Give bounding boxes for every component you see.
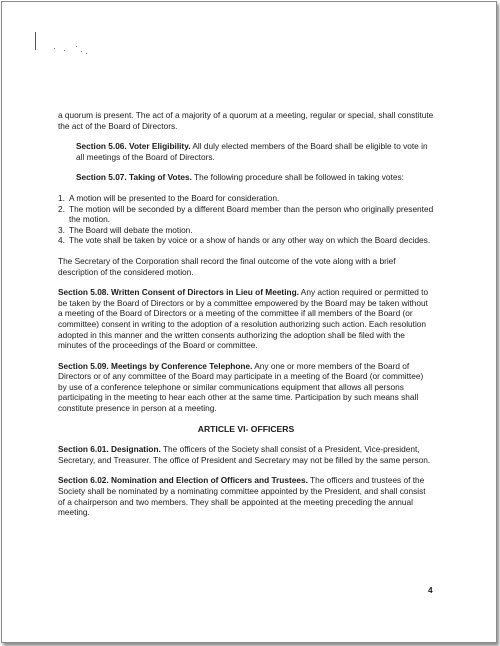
section-5-06-text: All duly elected members of the Board shall be eligible to vote in all meetings of the Board of Directors. xyxy=(76,141,428,162)
section-6-01-text: The officers of the Society shall consist of a President, Vice-president, Secretary, and Treasurer. The office of President and Secretary may not be filled by the same person. xyxy=(58,444,431,465)
section-6-02-heading: Section 6.02. Nomination and Election of Officers and Trustees. xyxy=(58,475,308,486)
section-6-01 xyxy=(58,444,434,465)
scan-specks xyxy=(54,44,104,56)
section-5-08 xyxy=(58,287,434,351)
section-5-06-heading: Section 5.06. Voter Eligibility. xyxy=(76,141,191,152)
list-item: 2. The motion will be seconded by a different Board member than the person who originally presented the motion. xyxy=(58,203,434,225)
secretary-paragraph: The Secretary of the Corporation shall record the final outcome of the vote along with a brief description of the considered motion. xyxy=(58,255,396,277)
section-5-09-text: Any one or more members of the Board of Directors or of any committee of the Board may participate in a meeting of the Board (or committee) by use of a conference telephone or similar communications equipment that allows all persons participating in the meeting to hear each other at the same time. Participation by such means shall constitute presence in person at a meeting. xyxy=(58,360,424,414)
document-page xyxy=(1,1,497,643)
section-5-08-text: Any action required or permitted to be taken by the Board of Directors or by a committee empowered by the Board may be taken without a meeting of the Board of Directors or a meeting of the committee if all members of the Board (or committee) consent in writing to the adoption of a resolution authorizing such action. Each resolution adopted in this manner and the written consents authorizing the adoption shall be filed with the minutes of the proceedings of the Board or committee. xyxy=(58,287,429,351)
section-5-07 xyxy=(58,172,434,183)
section-6-02 xyxy=(58,475,434,517)
vote-procedure-list xyxy=(58,193,434,246)
section-5-09 xyxy=(58,361,434,414)
section-5-06 xyxy=(58,141,434,162)
section-6-01-heading: Section 6.01. Designation. xyxy=(58,444,161,455)
list-item: 3. The Board will debate the motion. xyxy=(58,224,193,235)
scan-margin-line xyxy=(35,32,36,50)
section-5-09-heading: Section 5.09. Meetings by Conference Telephone. xyxy=(58,360,253,371)
article-heading: ARTICLE VI- OFFICERS xyxy=(197,423,295,434)
section-5-07-heading: Section 5.07. Taking of Votes. xyxy=(76,172,192,183)
page-number: 4 xyxy=(428,585,433,595)
section-6-02-text: The officers and trustees of the Society shall be nominated by a nominating committee appointed by the President, and shall consist of a chairperson and two members. They shall be appointed at the meeting preceding the annual meeting. xyxy=(58,475,426,518)
document-body xyxy=(58,110,434,528)
section-5-07-text: The following procedure shall be followed in taking votes: xyxy=(191,172,404,183)
list-item: 1. A motion will be presented to the Board for consideration. xyxy=(58,192,280,203)
list-item: 4. The vote shall be taken by voice or a show of hands or any other way on which the Board decides. xyxy=(58,235,431,246)
section-5-08-heading: Section 5.08. Written Consent of Directors in Lieu of Meeting. xyxy=(58,287,299,298)
intro-paragraph: a quorum is present. The act of a majority of a quorum at a meeting, regular or special, shall constitute the act of the Board of Directors. xyxy=(58,110,434,131)
